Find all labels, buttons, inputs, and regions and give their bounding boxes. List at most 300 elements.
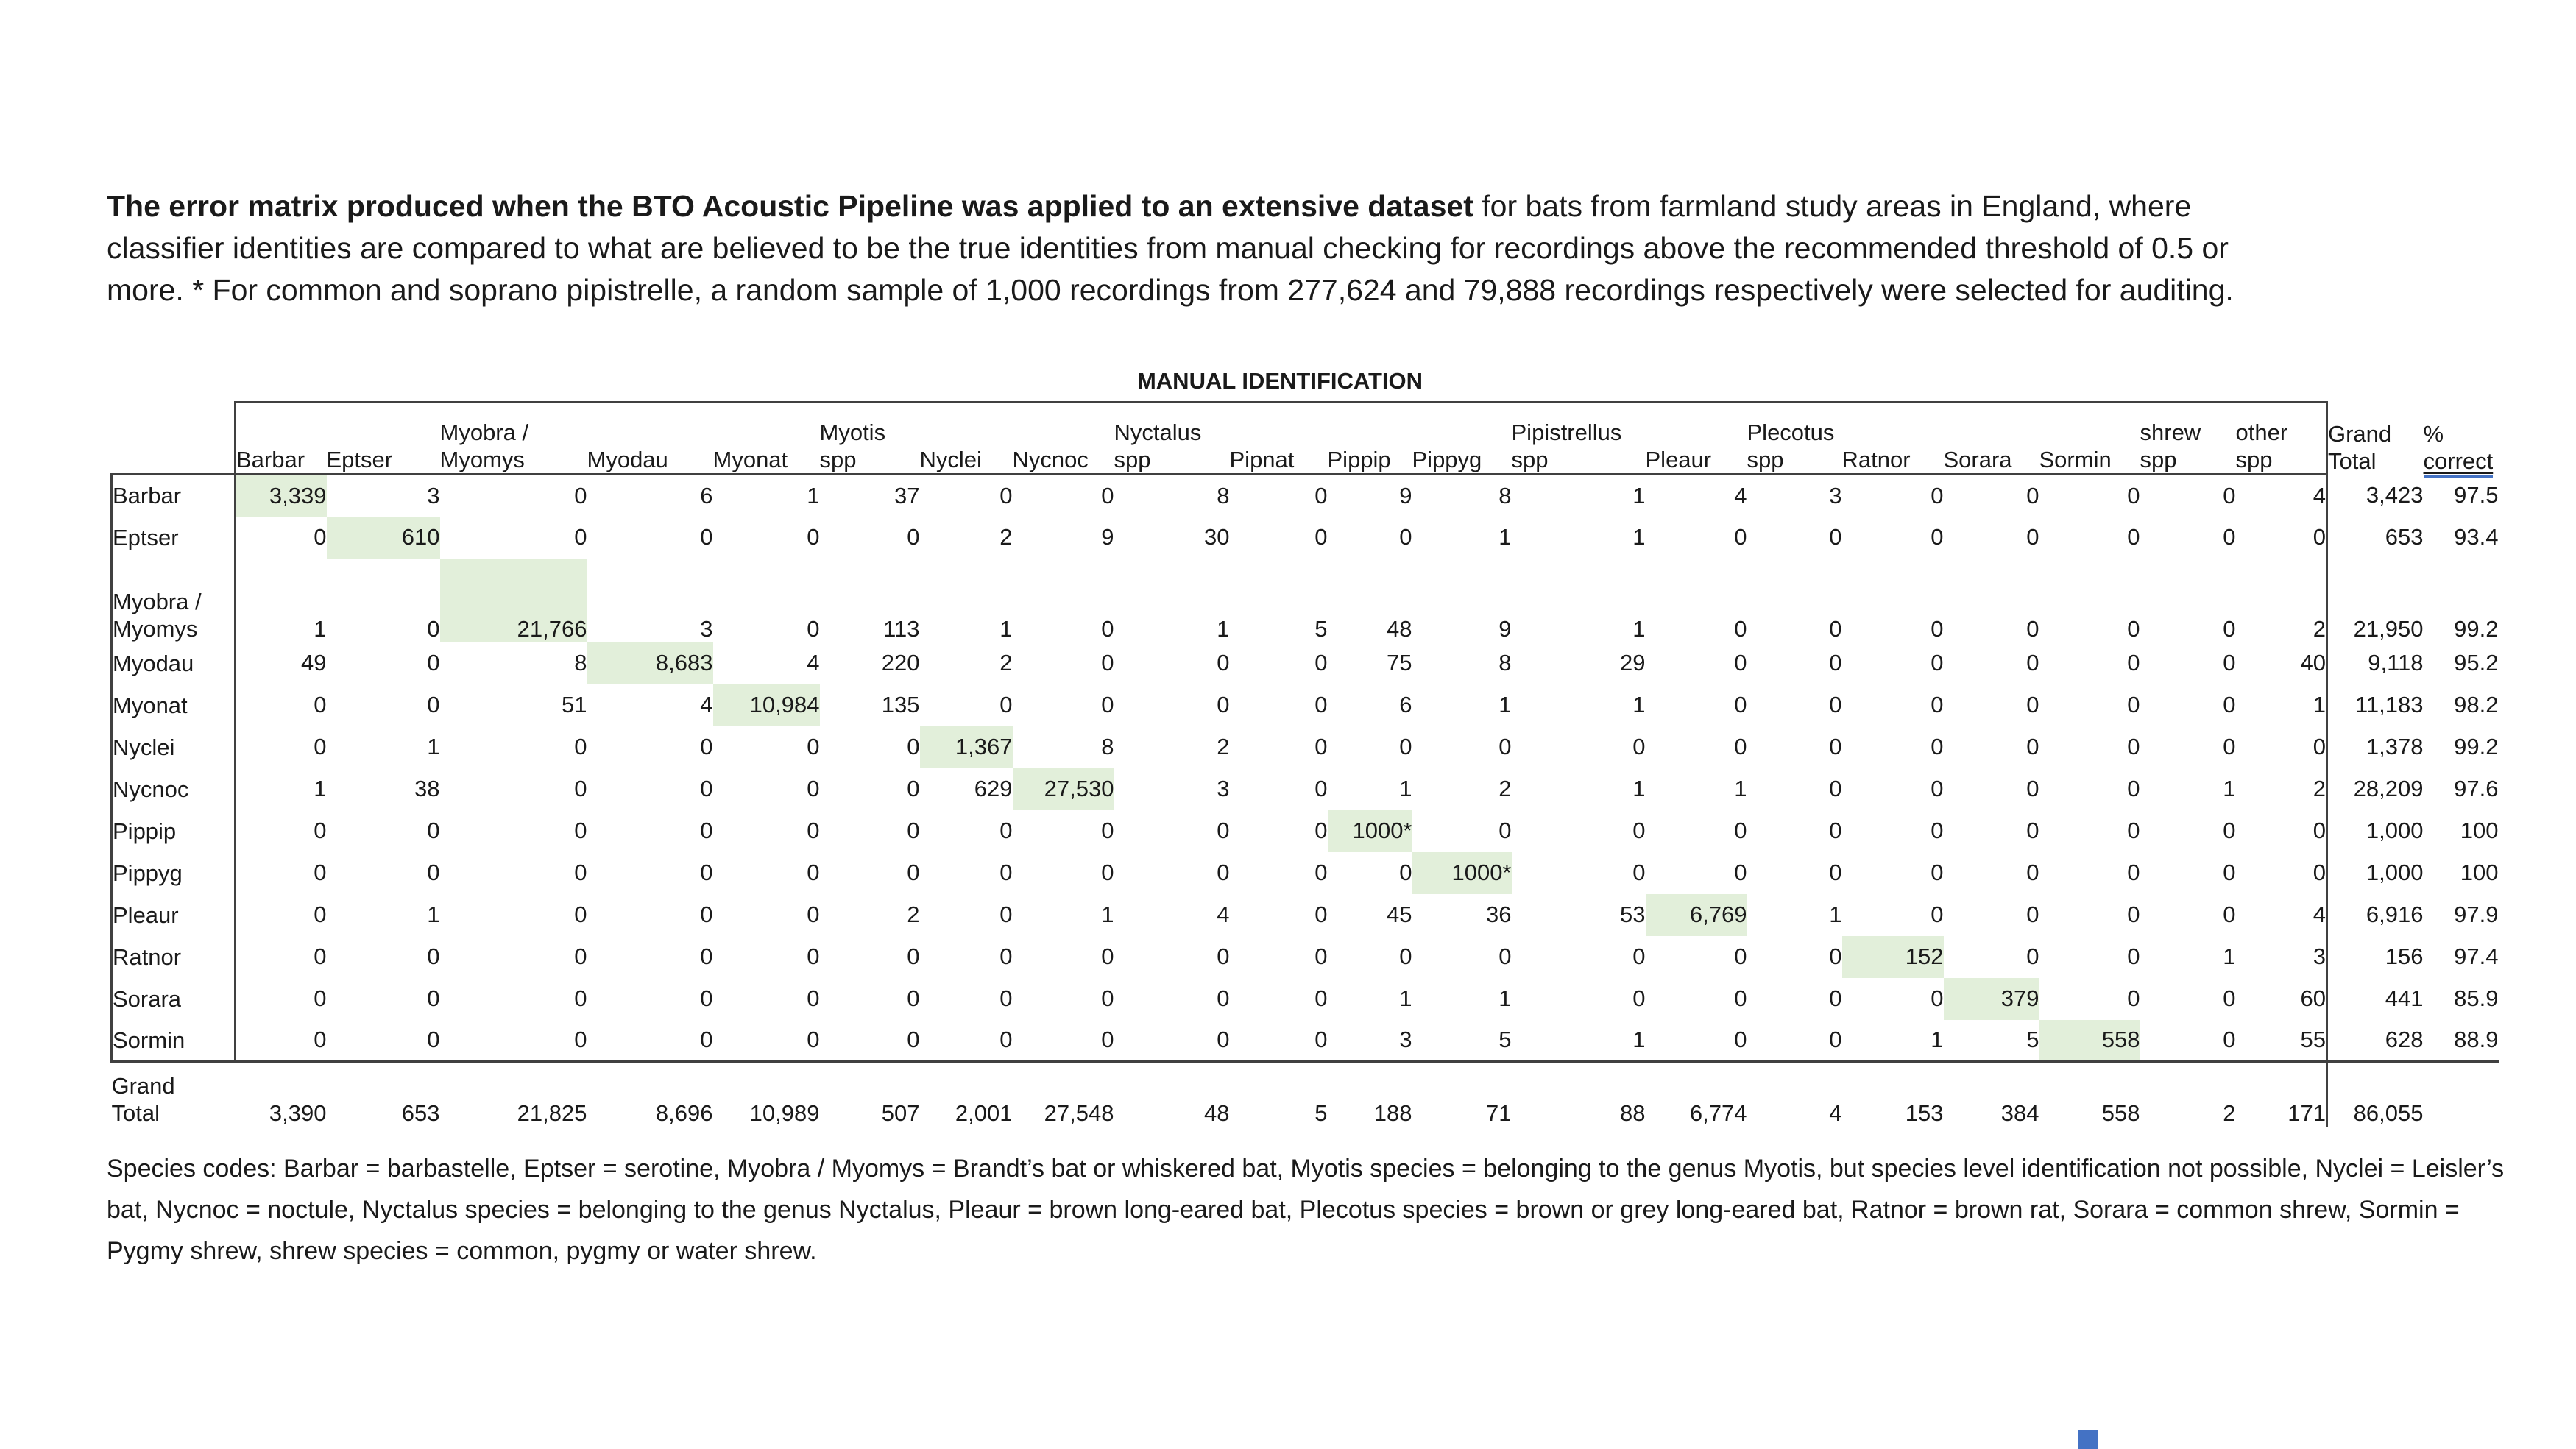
matrix-cell: 5 — [1412, 1020, 1512, 1062]
matrix-cell: 0 — [236, 810, 327, 852]
grand-total-value-cell: 558 — [2101, 1099, 2140, 1126]
matrix-cell: 0 — [700, 985, 713, 1011]
matrix-cell: 0 — [236, 684, 327, 726]
matrix-cell: 0 — [236, 852, 327, 894]
matrix-cell: 1 — [1632, 482, 1646, 509]
matrix-cell: 0 — [236, 978, 327, 1020]
matrix-cell: 3 — [1217, 776, 1230, 801]
matrix-cell: 4 — [807, 650, 820, 676]
matrix-cell: 0 — [1829, 650, 1842, 676]
matrix-cell: 0 — [2127, 943, 2140, 969]
matrix-row-barbar — [112, 475, 2499, 517]
col-header-barbar: Barbar — [236, 403, 327, 475]
matrix-cell: 0 — [427, 985, 440, 1011]
matrix-cell: 0 — [574, 524, 587, 550]
matrix-cell: 0 — [2127, 615, 2140, 642]
col-header-sormin: Sormin — [2039, 403, 2140, 475]
grand-total-value-cell: 507 — [881, 1099, 920, 1126]
matrix-cell: 0 — [1230, 1020, 1328, 1062]
matrix-cell: 0 — [2223, 985, 2236, 1011]
row-label: Myonat — [112, 684, 236, 726]
matrix-cell: 0 — [2223, 901, 2236, 927]
matrix-cell: 0 — [2223, 524, 2236, 550]
matrix-cell: 0 — [1314, 860, 1328, 885]
footnote-line3: Pygmy shrew, shrew species = common, pygmy or water shrew. — [107, 1237, 817, 1265]
matrix-cell: 0 — [2127, 901, 2140, 927]
matrix-cell: 0 — [236, 517, 327, 559]
matrix-cell: 38 — [414, 776, 440, 801]
row-label: Ratnor — [112, 936, 236, 978]
col-header-myobra-myomys: Myobra / Myomys — [440, 403, 587, 475]
matrix-row-ratnor — [112, 936, 2499, 978]
grand-total-value-cell: 4 — [1829, 1099, 1842, 1126]
matrix-cell: 0 — [1217, 943, 1230, 969]
matrix-cell: 0 — [574, 860, 587, 885]
matrix-row-myonat — [112, 684, 2499, 726]
matrix-cell: 2 — [2236, 559, 2327, 642]
grand-total-cell: 1,000 — [2366, 860, 2424, 885]
matrix-cell: 0 — [1314, 901, 1328, 927]
matrix-cell: 0 — [327, 1020, 440, 1062]
matrix-cell: 5 — [1944, 1020, 2039, 1062]
matrix-cell: 0 — [574, 818, 587, 843]
grand-total-cell: 1,000 — [2366, 818, 2424, 843]
error-matrix-table — [110, 401, 2499, 1127]
grand-total-cell: 28,209 — [2353, 776, 2424, 801]
matrix-cell: 0 — [1931, 901, 1944, 927]
matrix-cell: 45 — [1387, 901, 1412, 927]
matrix-cell: 0 — [700, 776, 713, 801]
grand-total-cell: 628 — [2327, 1020, 2424, 1062]
matrix-cell: 0 — [807, 615, 820, 642]
matrix-cell: 2 — [907, 901, 920, 927]
col-header-pipistrellus-spp: Pipistrellus spp — [1512, 403, 1646, 475]
matrix-cell: 1 — [1101, 901, 1114, 927]
matrix-cell: 0 — [1101, 818, 1114, 843]
matrix-cell: 29 — [1620, 650, 1646, 676]
matrix-cell: 30 — [1204, 524, 1230, 550]
percent-correct-cell: 98.2 — [2454, 692, 2499, 718]
percent-correct-cell: 100 — [2460, 818, 2499, 843]
row-label: Pippyg — [112, 852, 236, 894]
matrix-cell: 0 — [999, 692, 1013, 718]
matrix-row-pippyg — [112, 852, 2499, 894]
matrix-cell: 0 — [1931, 482, 1944, 509]
matrix-cell: 629 — [974, 776, 1013, 801]
matrix-cell: 0 — [1314, 524, 1328, 550]
matrix-cell: 0 — [1498, 734, 1512, 759]
matrix-cell: 1 — [236, 768, 327, 810]
matrix-cell: 0 — [2127, 482, 2140, 509]
matrix-cell: 0 — [2127, 650, 2140, 676]
matrix-cell: 0 — [427, 818, 440, 843]
grand-total-row-label: Grand Total — [111, 1072, 175, 1126]
matrix-cell: 6 — [700, 482, 713, 509]
matrix-cell: 3 — [1328, 1020, 1412, 1062]
matrix-cell: 0 — [1101, 692, 1114, 718]
matrix-row-myobra-myomys — [112, 559, 2499, 642]
matrix-cell: 0 — [1101, 650, 1114, 676]
matrix-cell: 0 — [1632, 734, 1646, 759]
matrix-cell: 0 — [1646, 1020, 1747, 1062]
matrix-cell: 1 — [1498, 524, 1512, 550]
matrix-cell: 0 — [807, 860, 820, 885]
matrix-cell: 1 — [1734, 776, 1747, 801]
matrix-cell: 379 — [1944, 978, 2039, 1020]
matrix-cell: 1 — [427, 734, 440, 759]
matrix-cell: 0 — [2127, 776, 2140, 801]
matrix-cell: 0 — [1734, 943, 1747, 969]
col-header-ratnor: Ratnor — [1842, 403, 1944, 475]
matrix-cell: 2 — [2236, 768, 2327, 810]
matrix-cell: 0 — [820, 1020, 920, 1062]
matrix-cell: 0 — [1829, 860, 1842, 885]
matrix-cell: 0 — [1931, 860, 1944, 885]
matrix-cell: 0 — [587, 1020, 713, 1062]
matrix-cell: 1 — [1498, 985, 1512, 1011]
matrix-cell: 0 — [1734, 615, 1747, 642]
matrix-cell: 0 — [236, 936, 327, 978]
matrix-cell: 0 — [1734, 860, 1747, 885]
manual-identification-heading: MANUAL IDENTIFICATION — [1136, 368, 1423, 394]
matrix-cell: 0 — [2026, 818, 2039, 843]
matrix-cell: 113 — [883, 615, 920, 642]
grand-total-value-cell: 27,548 — [1044, 1099, 1114, 1126]
row-label: Pippip — [112, 810, 236, 852]
grand-total-value-cell: 88 — [1620, 1099, 1646, 1126]
matrix-cell: 1 — [999, 615, 1013, 642]
percent-correct-cell: 100 — [2460, 860, 2499, 885]
matrix-cell: 0 — [236, 726, 327, 768]
matrix-cell: 0 — [1217, 650, 1230, 676]
matrix-row-nyclei — [112, 726, 2499, 768]
matrix-cell: 21,766 — [440, 559, 587, 642]
matrix-cell: 0 — [1829, 818, 1842, 843]
matrix-cell: 0 — [2127, 818, 2140, 843]
matrix-cell: 6 — [1399, 692, 1412, 718]
matrix-cell: 0 — [1829, 524, 1842, 550]
matrix-cell: 0 — [2223, 860, 2236, 885]
percent-correct-cell: 88.9 — [2424, 1020, 2499, 1062]
matrix-cell: 4 — [700, 692, 713, 718]
matrix-cell: 9 — [1101, 524, 1114, 550]
matrix-cell: 0 — [1632, 985, 1646, 1011]
grand-total-value-cell: 2,001 — [955, 1099, 1013, 1126]
col-header-plecotus-spp: Plecotus spp — [1747, 403, 1842, 475]
grand-total-value-cell: 6,774 — [1689, 1099, 1747, 1126]
matrix-cell: 0 — [907, 985, 920, 1011]
percent-correct-cell: 85.9 — [2454, 985, 2499, 1011]
matrix-cell: 0 — [907, 818, 920, 843]
col-header-pippip: Pippip — [1328, 403, 1412, 475]
matrix-cell: 0 — [2236, 852, 2327, 894]
matrix-cell: 2 — [1498, 776, 1512, 801]
matrix-cell: 0 — [2026, 901, 2039, 927]
matrix-cell: 0 — [1829, 734, 1842, 759]
matrix-cell: 0 — [807, 776, 820, 801]
col-header-pleaur: Pleaur — [1646, 403, 1747, 475]
matrix-cell: 0 — [807, 901, 820, 927]
matrix-cell: 0 — [807, 943, 820, 969]
matrix-cell: 3 — [2236, 936, 2327, 978]
matrix-cell: 0 — [1217, 985, 1230, 1011]
caption-text-line1: for bats from farmland study areas in England, where — [1473, 189, 2192, 223]
matrix-cell: 0 — [1101, 482, 1114, 509]
matrix-row-myodau — [112, 642, 2499, 684]
percent-correct-cell: 99.2 — [2454, 734, 2499, 759]
matrix-cell: 0 — [2026, 615, 2039, 642]
matrix-cell: 0 — [1734, 985, 1747, 1011]
matrix-cell: 0 — [2223, 692, 2236, 718]
col-header-grand-total: Grand Total — [2328, 420, 2392, 474]
matrix-cell: 0 — [1399, 860, 1412, 885]
species-codes-footnote — [107, 1148, 2521, 1272]
matrix-cell: 1 — [1399, 776, 1412, 801]
matrix-cell: 9 — [1399, 482, 1412, 509]
matrix-cell: 1 — [427, 901, 440, 927]
matrix-cell: 0 — [2127, 524, 2140, 550]
matrix-cell: 0 — [907, 524, 920, 550]
matrix-cell: 0 — [1734, 818, 1747, 843]
matrix-cell: 3 — [700, 615, 713, 642]
matrix-cell: 0 — [1632, 860, 1646, 885]
matrix-cell: 0 — [2127, 734, 2140, 759]
grand-total-value-cell: 48 — [1204, 1099, 1230, 1126]
matrix-cell: 0 — [907, 860, 920, 885]
matrix-cell: 49 — [236, 642, 327, 684]
matrix-cell: 0 — [2223, 650, 2236, 676]
table-caption — [107, 185, 2491, 311]
row-label-header — [112, 403, 236, 475]
matrix-cell: 0 — [1101, 615, 1114, 642]
row-label: Nycnoc — [112, 768, 236, 810]
matrix-cell: 0 — [1829, 943, 1842, 969]
matrix-cell: 0 — [700, 943, 713, 969]
grand-total-row — [112, 1062, 2499, 1127]
matrix-cell: 0 — [1931, 692, 1944, 718]
matrix-cell: 0 — [1314, 692, 1328, 718]
matrix-cell: 1 — [1399, 985, 1412, 1011]
matrix-cell: 0 — [2026, 734, 2039, 759]
grand-total-cell: 1,378 — [2366, 734, 2424, 759]
matrix-cell: 0 — [999, 482, 1013, 509]
percent-correct-underline: correct — [2424, 448, 2494, 478]
matrix-cell: 0 — [1399, 943, 1412, 969]
matrix-cell: 0 — [713, 1020, 820, 1062]
footnote-line1: Species codes: Barbar = barbastelle, Eptser = serotine, Myobra / Myomys = Brandt’s bat or whiskered bat, Myotis species = belonging to the genus Myotis, but species level identification not possible, Nyclei = Leisler’s — [107, 1155, 2505, 1183]
matrix-cell: 0 — [440, 1020, 587, 1062]
matrix-cell: 0 — [2223, 818, 2236, 843]
matrix-cell: 0 — [1931, 776, 1944, 801]
col-header-percent-correct: % correct — [2424, 403, 2499, 475]
matrix-cell: 40 — [2236, 642, 2327, 684]
percent-correct-cell: 97.6 — [2454, 776, 2499, 801]
matrix-cell: 55 — [2236, 1020, 2327, 1062]
matrix-cell: 4 — [2236, 475, 2327, 517]
matrix-cell: 4 — [1217, 901, 1230, 927]
col-header-shrew-spp: shrew spp — [2140, 403, 2236, 475]
matrix-cell: 1 — [2223, 776, 2236, 801]
matrix-cell: 1 — [236, 559, 327, 642]
matrix-cell: 0 — [1931, 615, 1944, 642]
grand-total-cell: 3,423 — [2366, 482, 2424, 508]
matrix-row-pleaur — [112, 894, 2499, 936]
matrix-cell: 0 — [2236, 726, 2327, 768]
matrix-cell: 0 — [574, 943, 587, 969]
grand-total-value-cell: 71 — [1486, 1099, 1512, 1126]
matrix-cell: 3 — [1829, 482, 1842, 509]
matrix-cell: 0 — [236, 894, 327, 936]
matrix-cell: 0 — [700, 734, 713, 759]
percent-correct-cell: 95.2 — [2454, 650, 2499, 676]
matrix-cell: 0 — [427, 650, 440, 676]
matrix-cell: 0 — [2026, 524, 2039, 550]
matrix-cell: 53 — [1620, 901, 1646, 927]
matrix-cell: 0 — [1399, 734, 1412, 759]
matrix-cell: 3,339 — [236, 475, 327, 517]
grand-total-value-cell: 21,825 — [517, 1099, 587, 1126]
matrix-cell: 36 — [1486, 901, 1512, 927]
matrix-cell: 0 — [1101, 943, 1114, 969]
matrix-cell: 0 — [1498, 818, 1512, 843]
grand-total-value-cell: 5 — [1314, 1099, 1328, 1126]
matrix-cell: 0 — [999, 943, 1013, 969]
matrix-cell: 1000* — [1328, 810, 1412, 852]
grand-total-cell: 11,183 — [2354, 692, 2424, 718]
matrix-cell: 0 — [2026, 943, 2039, 969]
matrix-row-sormin — [112, 1020, 2499, 1062]
matrix-cell: 27,530 — [1013, 768, 1114, 810]
grand-total-cell: 6,916 — [2366, 901, 2424, 927]
matrix-cell: 0 — [807, 734, 820, 759]
grand-total-cell: 653 — [2385, 524, 2424, 550]
matrix-cell: 1,367 — [920, 726, 1013, 768]
percent-correct-cell: 97.9 — [2454, 901, 2499, 927]
grand-total-value-cell: 153 — [1905, 1099, 1944, 1126]
matrix-cell: 6,769 — [1646, 894, 1747, 936]
matrix-cell: 0 — [2223, 615, 2236, 642]
col-header-sorara: Sorara — [1944, 403, 2039, 475]
matrix-cell: 60 — [2236, 978, 2327, 1020]
matrix-cell: 0 — [427, 692, 440, 718]
matrix-cell: 610 — [327, 517, 440, 559]
col-header-nyclei: Nyclei — [920, 403, 1013, 475]
matrix-cell: 0 — [1734, 524, 1747, 550]
matrix-cell: 1 — [2236, 684, 2327, 726]
matrix-cell: 8 — [574, 650, 587, 676]
matrix-cell: 0 — [999, 985, 1013, 1011]
row-label: Nyclei — [112, 726, 236, 768]
grand-total-cell: 21,950 — [2353, 615, 2424, 642]
matrix-cell: 0 — [427, 860, 440, 885]
matrix-cell: 0 — [2026, 482, 2039, 509]
grand-total-value-cell: 2 — [2223, 1099, 2236, 1126]
row-label: Myobra / Myomys — [112, 559, 236, 642]
footnote-line2: bat, Nycnoc = noctule, Nyctalus species = belonging to the genus Nyctalus, Pleaur = brown long-eared bat, Plecotus species = brown or grey long-eared bat, Ratnor = brown rat, Sorara = common shrew, Sormin = — [107, 1196, 2460, 1224]
matrix-cell: 0 — [1013, 1020, 1114, 1062]
caption-text-line3: more. * For common and soprano pipistrelle, a random sample of 1,000 recordings from 277,624 and 79,888 recordings respectively were selected for auditing. — [107, 273, 2234, 307]
matrix-cell: 0 — [1101, 860, 1114, 885]
matrix-cell: 0 — [807, 818, 820, 843]
matrix-cell: 0 — [999, 901, 1013, 927]
matrix-cell: 8 — [1217, 482, 1230, 509]
col-header-pippyg: Pippyg — [1412, 403, 1512, 475]
matrix-cell: 37 — [894, 482, 920, 509]
matrix-cell: 0 — [920, 1020, 1013, 1062]
col-header-myodau: Myodau — [587, 403, 713, 475]
matrix-cell: 0 — [1314, 482, 1328, 509]
matrix-cell: 1 — [1512, 1020, 1646, 1062]
matrix-cell: 0 — [427, 943, 440, 969]
row-label: Sorara — [112, 978, 236, 1020]
matrix-cell: 0 — [1829, 692, 1842, 718]
matrix-cell: 75 — [1387, 650, 1412, 676]
matrix-cell: 1 — [2223, 943, 2236, 969]
matrix-cell: 220 — [881, 650, 920, 676]
matrix-row-eptser — [112, 517, 2499, 559]
matrix-cell: 0 — [807, 985, 820, 1011]
col-header-myonat: Myonat — [713, 403, 820, 475]
matrix-cell: 0 — [999, 818, 1013, 843]
matrix-cell: 1 — [807, 482, 820, 509]
grand-total-value-cell: 10,989 — [749, 1099, 820, 1126]
matrix-cell: 0 — [1101, 985, 1114, 1011]
matrix-cell: 1 — [1498, 692, 1512, 718]
matrix-cell: 0 — [1747, 1020, 1842, 1062]
matrix-cell: 0 — [907, 734, 920, 759]
matrix-cell: 0 — [1314, 943, 1328, 969]
matrix-cell: 0 — [1632, 943, 1646, 969]
grand-total-value-cell: 3,390 — [269, 1099, 327, 1126]
matrix-cell: 0 — [2127, 860, 2140, 885]
matrix-cell: 2 — [999, 650, 1013, 676]
matrix-cell: 10,984 — [713, 684, 820, 726]
matrix-cell: 0 — [1217, 860, 1230, 885]
col-header-pipnat: Pipnat — [1230, 403, 1328, 475]
matrix-cell: 1 — [1217, 615, 1230, 642]
matrix-cell: 48 — [1387, 615, 1412, 642]
matrix-cell: 0 — [2236, 810, 2327, 852]
matrix-cell: 0 — [1314, 776, 1328, 801]
matrix-cell: 0 — [1217, 818, 1230, 843]
matrix-cell: 0 — [2026, 692, 2039, 718]
matrix-cell: 0 — [1217, 692, 1230, 718]
row-label: Pleaur — [112, 894, 236, 936]
matrix-cell: 3 — [427, 482, 440, 509]
matrix-cell: 9 — [1498, 615, 1512, 642]
matrix-row-nycnoc — [112, 768, 2499, 810]
matrix-cell: 5 — [1314, 615, 1328, 642]
matrix-cell: 0 — [1314, 650, 1328, 676]
matrix-cell: 0 — [574, 985, 587, 1011]
matrix-cell: 0 — [1314, 734, 1328, 759]
percent-correct-cell: 97.5 — [2454, 482, 2499, 508]
matrix-cell: 1000* — [1412, 852, 1512, 894]
matrix-cell: 0 — [1399, 524, 1412, 550]
grand-total-value-cell: 384 — [2000, 1099, 2039, 1126]
matrix-cell: 0 — [2236, 517, 2327, 559]
matrix-cell: 0 — [1931, 985, 1944, 1011]
grand-total-cell: 156 — [2385, 943, 2424, 969]
matrix-row-pippip — [112, 810, 2499, 852]
matrix-cell: 0 — [2127, 692, 2140, 718]
matrix-cell: 8 — [1101, 734, 1114, 759]
matrix-cell: 1 — [1842, 1020, 1944, 1062]
matrix-cell: 0 — [1734, 734, 1747, 759]
matrix-cell: 0 — [999, 860, 1013, 885]
matrix-cell: 0 — [700, 524, 713, 550]
matrix-cell: 0 — [1931, 734, 1944, 759]
